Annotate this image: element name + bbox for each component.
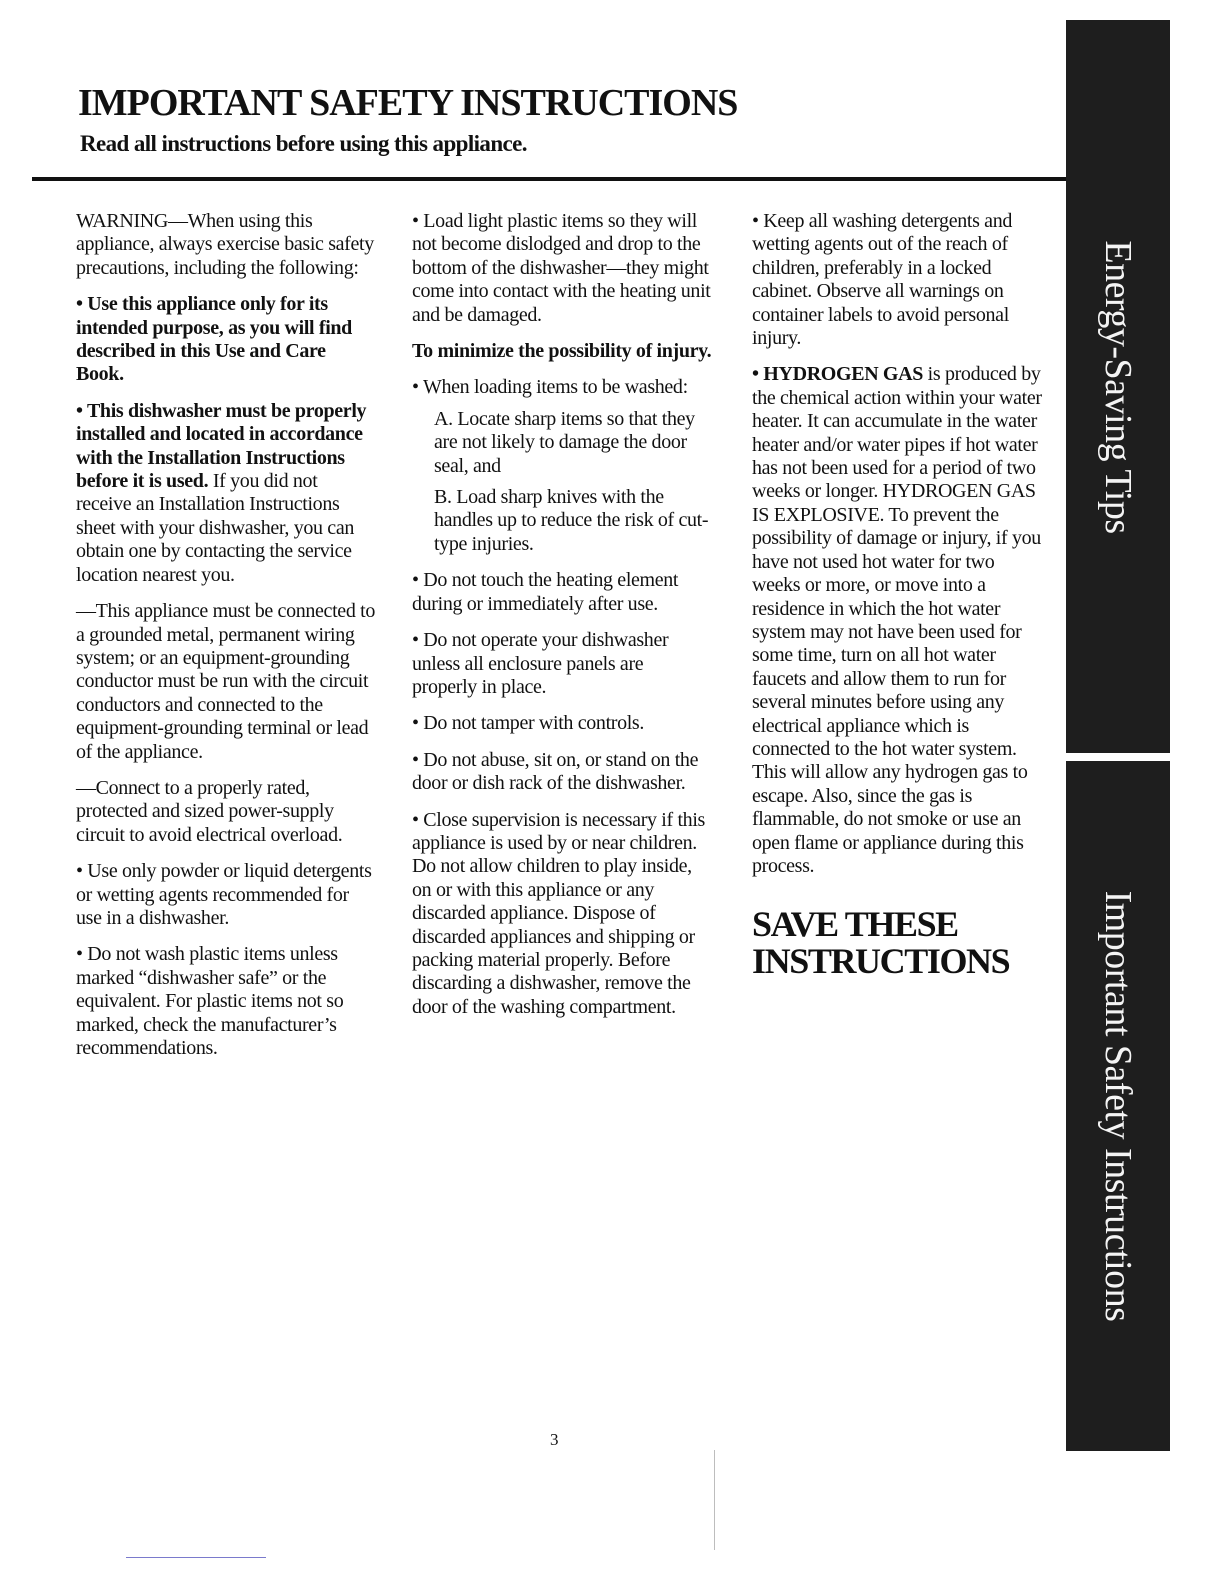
header-rule xyxy=(32,177,1068,181)
detergent-paragraph: • Use only powder or liquid detergents or wetting agents recommended for use in a dishwasher. xyxy=(76,860,372,929)
power-supply-paragraph: —Connect to a properly rated, protected and sized power-supply circuit to avoid electrical overload. xyxy=(76,776,343,846)
installation-paragraph xyxy=(76,400,376,587)
page-number: 3 xyxy=(550,1430,559,1449)
plastic-items-paragraph: • Do not wash plastic items unless marked “dishwasher safe” or the equivalent. For plastic items not so marked, check the manufacturer’s recommendations. xyxy=(76,943,344,1059)
grounding-paragraph: —This appliance must be connected to a grounded metal, permanent wiring system; or an equipment-grounding conductor must be run with the circuit conductors and connected to the equipment-grounding terminal or lead of the appliance. xyxy=(76,600,375,763)
column-2 xyxy=(412,210,712,1032)
installation-bold: • This dishwasher must be properly installed and located in accordance with the Installation Instructions before it is used. xyxy=(76,399,367,493)
hydrogen-gas-bold: • HYDROGEN GAS xyxy=(752,363,924,386)
minimize-injury-heading: To minimize the possibility of injury. xyxy=(412,340,712,363)
intended-purpose-paragraph: • Use this appliance only for its intended purpose, as you will find described in this Use and Care Book. xyxy=(76,293,352,386)
column-3 xyxy=(752,210,1044,980)
column-1 xyxy=(76,210,376,1073)
abuse-door-paragraph: • Do not abuse, sit on, or stand on the door or dish rack of the dishwasher. xyxy=(412,748,699,795)
sharp-knives-paragraph: B. Load sharp knives with the handles up to reduce the risk of cut-type injuries. xyxy=(434,486,709,555)
supervision-paragraph: • Close supervision is necessary if this appliance is used by or near children. Do not allow children to play inside, on or with this appliance or any discarded appliance. Dispose of discarded appliances and shipping or packing material properly. Before discarding a dishwasher, remove the door of the washing compartment. xyxy=(412,808,705,1018)
save-line-2: INSTRUCTIONS xyxy=(752,941,1010,982)
warning-paragraph xyxy=(76,210,376,280)
installation-text: If you did not receive an Installation Instructions sheet with your dishwasher, you can obtain one by contacting the service location nearest you. xyxy=(76,470,354,586)
warning-text: —When using this appliance, always exercise basic safety precautions, including the following: xyxy=(76,210,374,279)
hydrogen-gas-paragraph xyxy=(752,363,1044,878)
scan-corner-line xyxy=(126,1557,266,1558)
side-tab-important-safety-instructions xyxy=(1066,761,1170,1451)
side-tab-energy-saving-tips xyxy=(1066,20,1170,753)
loading-paragraph: • When loading items to be washed: xyxy=(412,376,688,399)
hydrogen-gas-text: is produced by the chemical action within your water heater. It can accumulate in the water heater and/or water pipes if hot water has not been used for a period of two weeks or longer. HYDROGEN GAS IS EXPLOSIVE. To prevent the possibility of damage or injury, if you have not used hot water for two weeks or more, or move into a residence in which the hot water system may not have been used for some time, turn on all hot water faucets and allow them to run for several minutes before using any electrical appliance which is connected to the hot water system. This will allow any hydrogen gas to escape. Also, since the gas is flammable, do not smoke or use an open flame or appliance during this process. xyxy=(752,363,1042,877)
light-plastic-paragraph: • Load light plastic items so they will not become dislodged and drop to the bottom of the dishwasher—they might come into contact with the heating unit and be damaged. xyxy=(412,210,711,326)
side-tab-label: Energy-Saving Tips xyxy=(1097,239,1139,534)
heating-element-paragraph: • Do not touch the heating element during or immediately after use. xyxy=(412,569,679,615)
scan-mark-line xyxy=(714,1450,715,1550)
tamper-paragraph: • Do not tamper with controls. xyxy=(412,712,645,735)
page-subtitle: Read all instructions before using this appliance. xyxy=(80,131,527,156)
page-title: IMPORTANT SAFETY INSTRUCTIONS xyxy=(78,82,738,124)
enclosure-panels-paragraph: • Do not operate your dishwasher unless all enclosure panels are properly in place. xyxy=(412,629,669,698)
save-instructions-heading xyxy=(752,906,1044,980)
warning-lead: WARNING xyxy=(76,210,168,232)
detergent-storage-paragraph: • Keep all washing detergents and wetting agents out of the reach of children, preferably in a locked cabinet. Observe all warnings on container labels to avoid personal injury. xyxy=(752,210,1013,350)
save-line-1: SAVE THESE xyxy=(752,904,958,945)
side-tab-label: Important Safety Instructions xyxy=(1097,890,1139,1322)
sharp-items-paragraph: A. Locate sharp items so that they are not likely to damage the door seal, and xyxy=(434,407,695,477)
